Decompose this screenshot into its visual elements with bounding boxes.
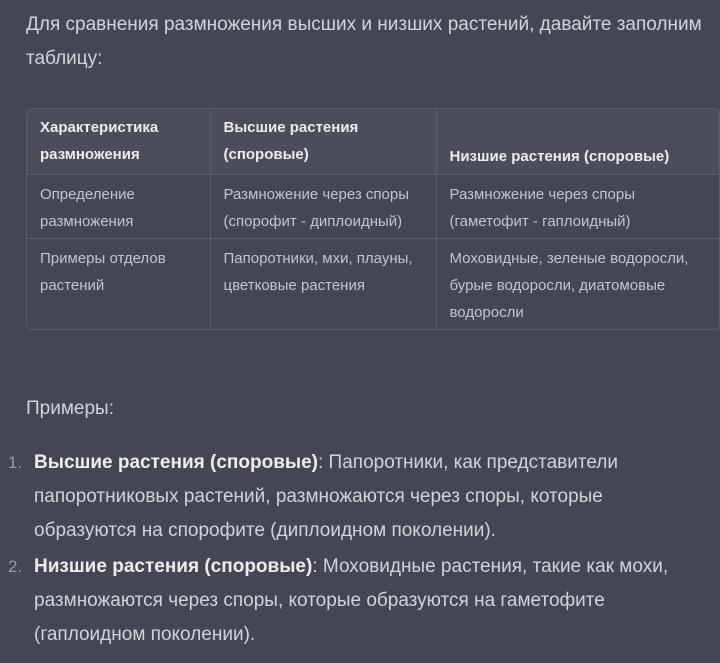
list-item-bold: Высшие растения (споровые) xyxy=(34,452,318,473)
table-cell: Папоротники, мхи, плауны, цветковые растения xyxy=(210,239,436,330)
list-number: 2. xyxy=(8,557,23,576)
intro-text: Для сравнения размножения высших и низших растений, давайте заполним таблицу: xyxy=(26,14,702,69)
examples-title: Примеры: xyxy=(26,398,114,419)
table-row xyxy=(27,175,719,239)
header-lower-plants: Низшие растения (споровые) xyxy=(436,109,719,175)
list-item-text: : Моховидные растения, такие как мохи, размножаются через споры, которые образуются на гаметофите (гаплоидном поколении). xyxy=(34,556,669,645)
header-higher-plants: Высшие растения (споровые) xyxy=(210,109,436,175)
list-item-text: : Папоротники, как представители папоротниковых растений, размножаются через споры, которые образуются на спорофите (диплоидном поколении). xyxy=(34,452,619,541)
list-item xyxy=(0,446,700,548)
table-cell: Примеры отделов растений xyxy=(27,239,210,330)
table-cell: Моховидные, зеленые водоросли, бурые водоросли, диатомовые водоросли xyxy=(436,239,719,330)
list-item xyxy=(0,550,700,652)
list-number: 1. xyxy=(8,453,23,472)
comparison-table xyxy=(26,108,720,330)
examples-list xyxy=(0,446,700,654)
list-item-bold: Низшие растения (споровые) xyxy=(34,556,313,577)
table-header-row xyxy=(27,109,719,175)
table-cell: Размножение через споры (спорофит - диплоидный) xyxy=(210,175,436,239)
table-cell: Определение размножения xyxy=(27,175,210,239)
table-cell: Размножение через споры (гаметофит - гаплоидный) xyxy=(436,175,719,239)
table-row xyxy=(27,239,719,330)
header-characteristic: Характеристика размножения xyxy=(27,109,210,175)
